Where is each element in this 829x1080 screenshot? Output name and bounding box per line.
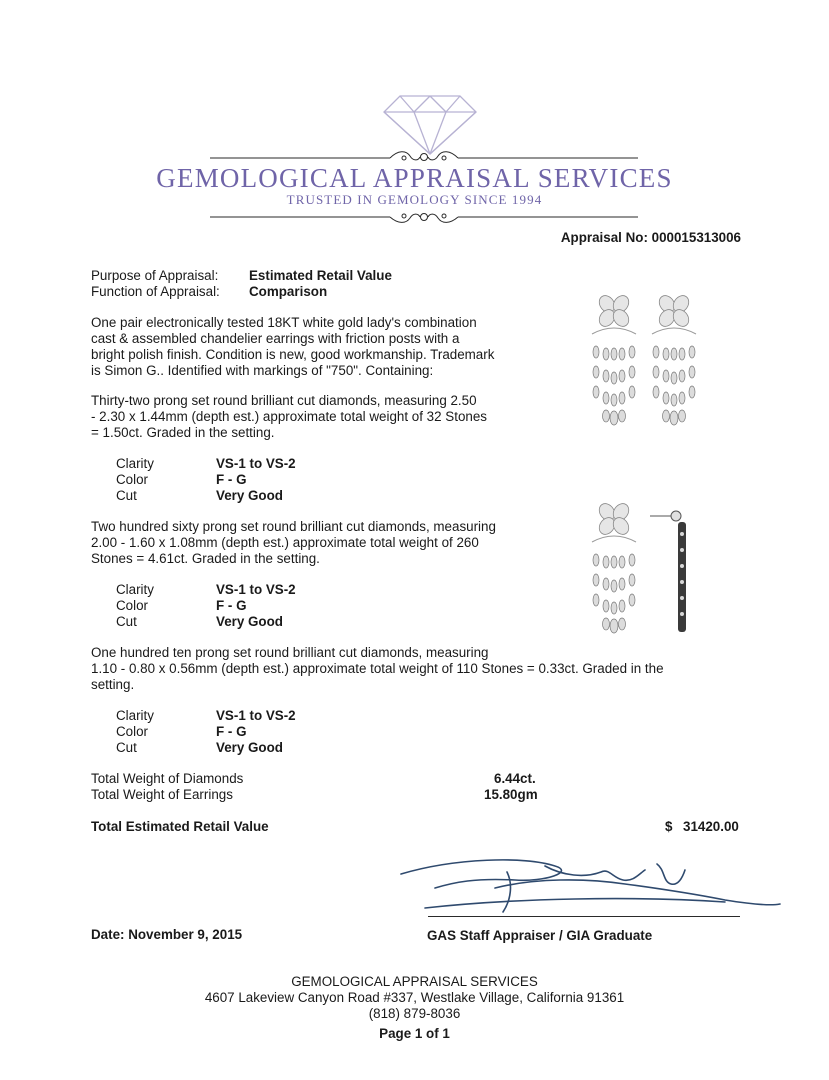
item-description bbox=[91, 315, 494, 379]
total-earrings-value: 15.80gm bbox=[484, 787, 538, 802]
color-label: Color bbox=[116, 472, 148, 487]
total-earrings-label: Total Weight of Earrings bbox=[91, 787, 233, 802]
function-label: Function of Appraisal: bbox=[91, 284, 220, 299]
footer-phone: (818) 879-8036 bbox=[368, 1006, 461, 1021]
earrings-side-photo bbox=[580, 500, 700, 635]
stone-line: setting. bbox=[91, 677, 135, 692]
footer-company: GEMOLOGICAL APPRAISAL SERVICES bbox=[291, 974, 538, 989]
cut-value: Very Good bbox=[216, 614, 283, 629]
letterhead bbox=[0, 0, 829, 230]
retail-value-label: Total Estimated Retail Value bbox=[91, 819, 269, 834]
clarity-label: Clarity bbox=[116, 456, 154, 471]
stone-line: One hundred ten prong set round brilliant cut diamonds, measuring bbox=[91, 645, 489, 660]
retail-value: 31420.00 bbox=[683, 819, 739, 834]
currency-symbol: $ bbox=[665, 819, 673, 834]
clarity-label: Clarity bbox=[116, 708, 154, 723]
color-value: F - G bbox=[216, 724, 247, 739]
stone-line: Stones = 4.61ct. Graded in the setting. bbox=[91, 551, 320, 566]
cut-label: Cut bbox=[116, 614, 137, 629]
color-label: Color bbox=[116, 724, 148, 739]
stone-group-1-description bbox=[91, 393, 487, 441]
stone-line: Thirty-two prong set round brilliant cut diamonds, measuring 2.50 bbox=[91, 393, 477, 408]
earrings-front-photo bbox=[580, 292, 700, 427]
page-number: Page 1 of 1 bbox=[379, 1026, 450, 1041]
bottom-ornament-line bbox=[210, 208, 638, 226]
appraisal-number: Appraisal No: 000015313006 bbox=[560, 230, 741, 245]
stone-line: 2.00 - 1.60 x 1.08mm (depth est.) approximate total weight of 260 bbox=[91, 535, 479, 550]
appraisal-date: Date: November 9, 2015 bbox=[91, 927, 243, 942]
appraiser-title: GAS Staff Appraiser / GIA Graduate bbox=[427, 928, 653, 943]
clarity-label: Clarity bbox=[116, 582, 154, 597]
function-value: Comparison bbox=[249, 284, 328, 299]
cut-value: Very Good bbox=[216, 488, 283, 503]
stone-line: 1.10 - 0.80 x 0.56mm (depth est.) approximate total weight of 110 Stones = 0.33ct. Graded in the bbox=[91, 661, 664, 676]
stone-group-2-description bbox=[91, 519, 496, 567]
cut-label: Cut bbox=[116, 740, 137, 755]
signature-line bbox=[428, 916, 740, 917]
footer-address: 4607 Lakeview Canyon Road #337, Westlake Village, California 91361 bbox=[204, 990, 625, 1005]
purpose-label: Purpose of Appraisal: bbox=[91, 268, 219, 283]
company-tagline: TRUSTED IN GEMOLOGY SINCE 1994 bbox=[286, 192, 543, 207]
stone-line: - 2.30 x 1.44mm (depth est.) approximate total weight of 32 Stones bbox=[91, 409, 487, 424]
clarity-value: VS-1 to VS-2 bbox=[216, 582, 296, 597]
color-value: F - G bbox=[216, 598, 247, 613]
description-line: cast & assembled chandelier earrings with friction posts with a bbox=[91, 331, 460, 346]
company-name: GEMOLOGICAL APPRAISAL SERVICES bbox=[156, 163, 673, 193]
purpose-value: Estimated Retail Value bbox=[249, 268, 392, 283]
stone-line: = 1.50ct. Graded in the setting. bbox=[91, 425, 275, 440]
description-line: One pair electronically tested 18KT white gold lady's combination bbox=[91, 315, 477, 330]
stone-group-3-description bbox=[91, 645, 664, 693]
total-diamonds-label: Total Weight of Diamonds bbox=[91, 771, 244, 786]
cut-value: Very Good bbox=[216, 740, 283, 755]
stone-line: Two hundred sixty prong set round brilliant cut diamonds, measuring bbox=[91, 519, 496, 534]
color-value: F - G bbox=[216, 472, 247, 487]
color-label: Color bbox=[116, 598, 148, 613]
description-line: bright polish finish. Condition is new, good workmanship. Trademark bbox=[91, 347, 495, 362]
clarity-value: VS-1 to VS-2 bbox=[216, 456, 296, 471]
appraiser-signature bbox=[395, 852, 785, 920]
clarity-value: VS-1 to VS-2 bbox=[216, 708, 296, 723]
cut-label: Cut bbox=[116, 488, 137, 503]
total-diamonds-value: 6.44ct. bbox=[494, 771, 536, 786]
description-line: is Simon G.. Identified with markings of "750". Containing: bbox=[91, 363, 434, 378]
